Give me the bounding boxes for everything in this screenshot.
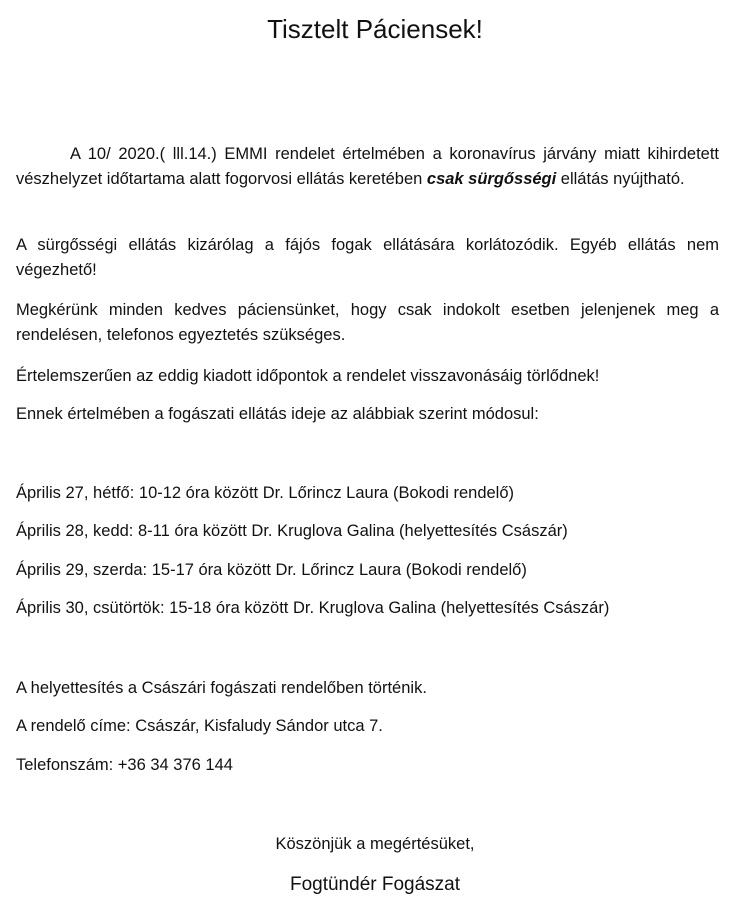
intro-text-after: ellátás nyújtható. [556,170,685,188]
intro-text-before: A 10/ 2020.( lll.14.) EMMI rendelet értelmében a koronavírus járvány miatt kihirdetett vészhelyzet időtartama alatt fogorvosi ellátás keretében [16,145,719,188]
cancellation-paragraph: Értelemszerűen az eddig kiadott időpontok a rendelet visszavonásáig törlődnek! [16,367,600,385]
schedule-item: Április 30, csütörtök: 15-18 óra között Dr. Kruglova Galina (helyettesítés Császár) [16,599,610,617]
intro-paragraph [16,142,719,192]
address-info: A rendelő címe: Császár, Kisfaludy Sándor utca 7. [16,717,383,735]
restriction-paragraph: A sürgősségi ellátás kizárólag a fájós fogak ellátására korlátozódik. Egyéb ellátás nem végezhető! [16,236,719,279]
request-paragraph: Megkérünk minden kedves páciensünket, hogy csak indokolt esetben jelenjenek meg a rendelésen, telefonos egyeztetés szükséges. [16,301,719,344]
closing-thanks: Köszönjük a megértésüket, [275,835,475,853]
schedule-item: Április 27, hétfő: 10-12 óra között Dr. Lőrincz Laura (Bokodi rendelő) [16,484,515,502]
schedule-item: Április 28, kedd: 8-11 óra között Dr. Kruglova Galina (helyettesítés Császár) [16,522,568,540]
substitution-info: A helyettesítés a Császári fogászati rendelőben történik. [16,679,427,697]
page-title: Tisztelt Páciensek! [267,14,483,44]
signature: Fogtündér Fogászat [289,874,461,895]
intro-emphasis: csak sürgősségi [426,170,557,188]
schedule-item: Április 29, szerda: 15-17 óra között Dr. Lőrincz Laura (Bokodi rendelő) [16,561,527,579]
schedule-intro-paragraph: Ennek értelmében a fogászati ellátás ideje az alábbiak szerint módosul: [16,405,539,423]
phone-info: Telefonszám: +36 34 376 144 [16,756,233,774]
